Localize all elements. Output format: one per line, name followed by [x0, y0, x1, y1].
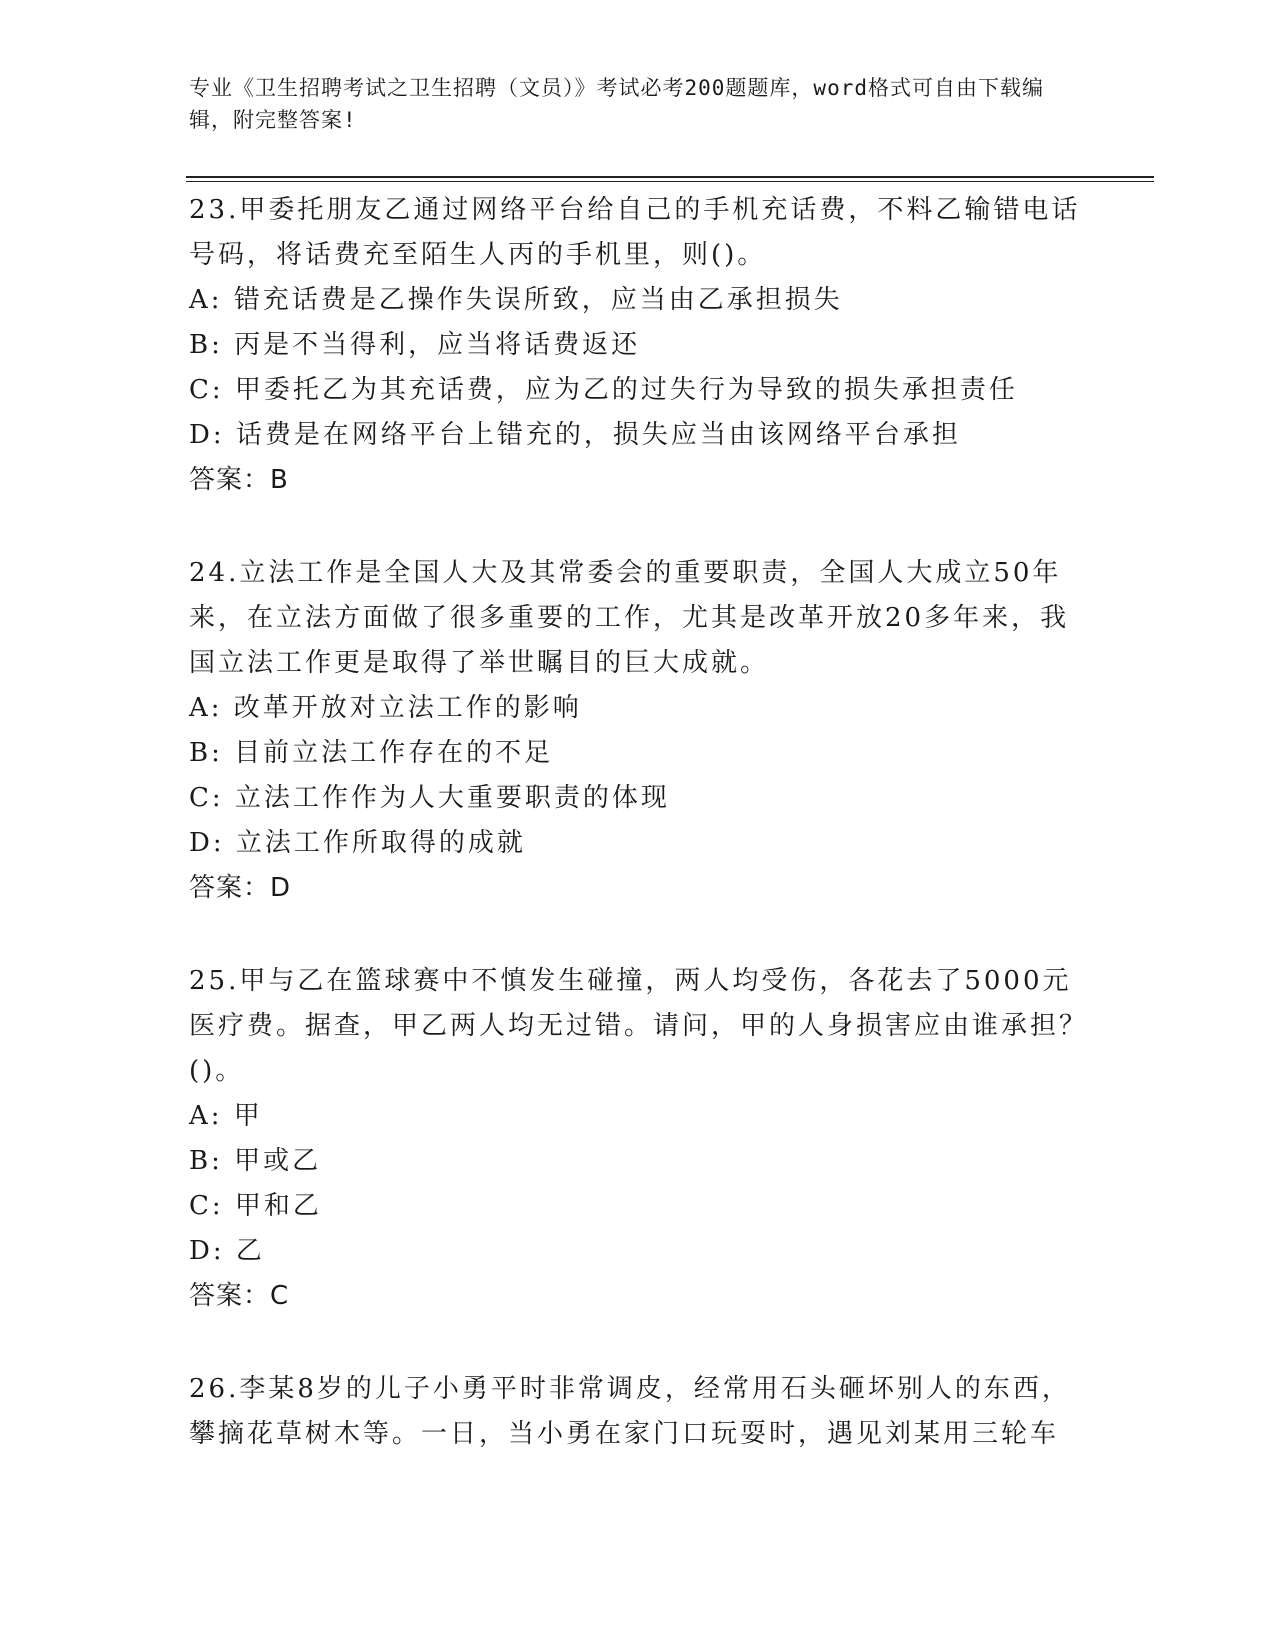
- option-a: A: 甲: [189, 1101, 263, 1131]
- option-a: A: 错充话费是乙操作失误所致，应当由乙承担损失: [189, 285, 843, 315]
- question-24: [189, 551, 1089, 911]
- question-stem: 26.李某8岁的儿子小勇平时非常调皮，经常用石头砸坏别人的东西，攀摘花草树木等。一日，当小勇在家门口玩耍时，遇见刘某用三轮车: [189, 1374, 1071, 1449]
- answer-value: C: [270, 1281, 290, 1311]
- answer-line: [189, 1274, 1089, 1319]
- option-c: C: 甲委托乙为其充话费，应为乙的过失行为导致的损失承担责任: [189, 375, 1018, 405]
- answer-label: 答案：: [189, 873, 271, 903]
- answer-label: 答案：: [189, 1281, 271, 1311]
- option-b: B: 丙是不当得利，应当将话费返还: [189, 330, 641, 360]
- document-header: 专业《卫生招聘考试之卫生招聘（文员）》考试必考200题题库，word格式可自由下载编辑，附完整答案!: [189, 76, 1044, 132]
- question-25: [189, 959, 1089, 1319]
- answer-value: D: [270, 873, 292, 903]
- header-divider-thin: [186, 181, 1154, 182]
- option-b: B: 目前立法工作存在的不足: [189, 738, 554, 768]
- answer-line: [189, 866, 1089, 911]
- question-stem: 24.立法工作是全国人大及其常委会的重要职责，全国人大成立50年来，在立法方面做了很多重要的工作，尤其是改革开放20多年来，我国立法工作更是取得了举世瞩目的巨大成就。: [189, 558, 1070, 678]
- question-26: [189, 1367, 1089, 1457]
- option-d: D: 话费是在网络平台上错充的，损失应当由该网络平台承担: [189, 420, 961, 450]
- option-b: B: 甲或乙: [189, 1146, 322, 1176]
- question-stem: 23.甲委托朋友乙通过网络平台给自己的手机充话费，不料乙输错电话号码，将话费充至陌生人丙的手机里，则()。: [189, 195, 1081, 270]
- option-c: C: 立法工作作为人大重要职责的体现: [189, 783, 670, 813]
- option-c: C: 甲和乙: [189, 1191, 322, 1221]
- question-list: [189, 188, 1089, 1505]
- answer-value: B: [270, 465, 289, 495]
- option-d: D: 立法工作所取得的成就: [189, 828, 526, 858]
- option-a: A: 改革开放对立法工作的影响: [189, 693, 582, 723]
- answer-line: [189, 458, 1089, 503]
- question-stem: 25.甲与乙在篮球赛中不慎发生碰撞，两人均受伤，各花去了5000元医疗费。据查，甲乙两人均无过错。请问，甲的人身损害应由谁承担？()。: [189, 966, 1089, 1086]
- option-d: D: 乙: [189, 1236, 265, 1266]
- question-23: [189, 188, 1089, 503]
- header-divider-thick: [186, 176, 1154, 178]
- answer-label: 答案：: [189, 465, 271, 495]
